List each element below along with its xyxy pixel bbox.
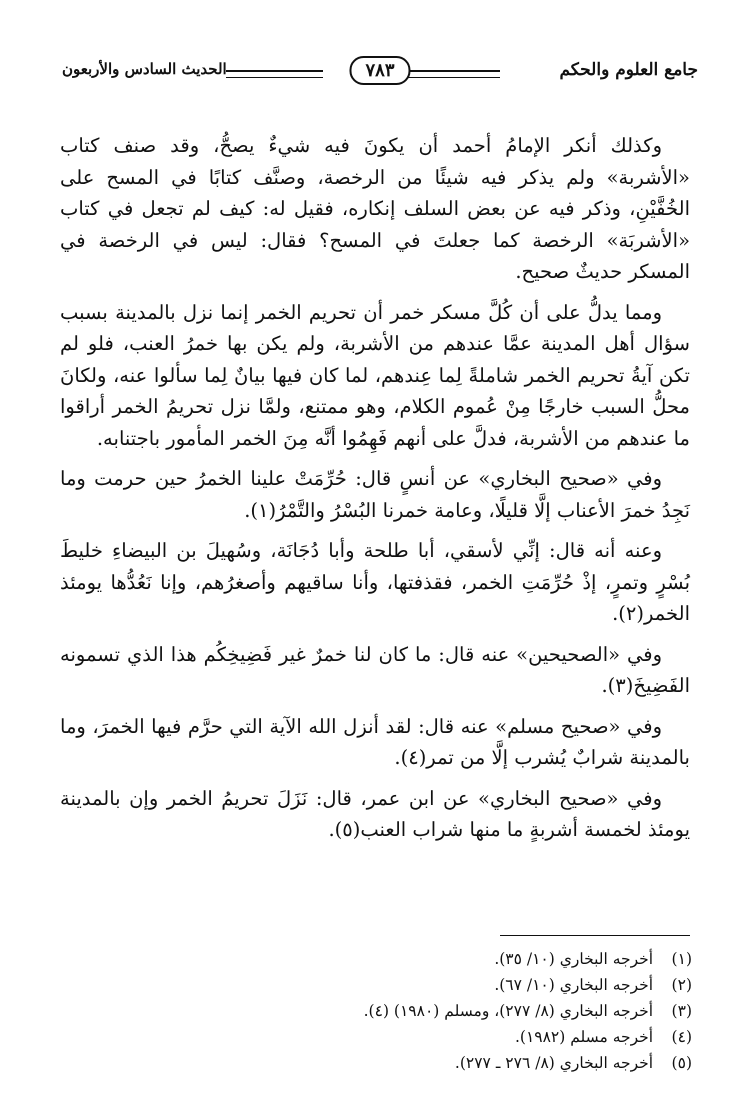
footnote-text: أخرجه البخاري (١٠/ ٦٧). <box>494 976 654 994</box>
footnotes <box>72 946 692 1076</box>
paragraph: وكذلك أنكر الإمامُ أحمد أن يكونَ فيه شيءٌ يصحُّ، وقد صنف كتاب «الأشربة» ولم يذكر فيه شيئًا من الرخصة، وصنَّف كتابًا في المسح على الخُفَّيْنِ، وذكر فيه عن بعض السلف إنكاره، فقيل له: كيف لم تجعل في كتاب «الأشربَة» الرخصة كما جعلتَ في المسح؟ فقال: ليس في الرخصة في المسكر حديثٌ صحيح. <box>60 134 690 283</box>
footnote <box>72 972 692 998</box>
footnote-number: (٥) <box>671 1054 692 1072</box>
footnote-number: (٢) <box>671 976 692 994</box>
footnote-text: أخرجه البخاري (٨/ ٢٧٧)، ومسلم (١٩٨٠) (٤). <box>363 1002 654 1020</box>
book-title: جامع العلوم والحكم <box>559 60 698 80</box>
footnote <box>72 998 692 1024</box>
chapter-title: الحديث السادس والأربعون <box>62 60 227 78</box>
paragraph: ومما يدلُّ على أن كُلَّ مسكر خمر أن تحريم الخمر إنما نزل بالمدينة بسبب سؤال أهل المدينة عمَّا عندهم من الأشربة، ولم يكن بها خمرُ العنب، فلو لم تكن آيةُ تحريم الخمر شاملةً لِما عِندهم، لما كان فيها بيانٌ لِما سألوا عنه، ولكانَ محلُّ السبب خارجًا مِنْ عُموم الكلام، وهو ممتنع، ولمَّا نزل تحريمُ الخمر أراقوا ما عندهم من الأشربة، فدلَّ على أنهم فَهِمُوا أنَّه مِنَ الخمر المأمور باجتنابه. <box>60 300 690 450</box>
footnote <box>72 1024 692 1050</box>
paragraph: وعنه أنه قال: إنِّي لأسقي، أبا طلحة وأبا دُجَانَة، وسُهيلَ بن البيضاءِ خليطَ بُسْرٍ وتمرٍ، إذْ حُرِّمَتِ الخمر، فقذفتها، وأنا ساقيهم وأصغرُهم، وإنا نَعُدُّها يومئذ الخمر(٢). <box>60 539 690 625</box>
paragraph: وفي «صحيح البخاري» عن ابن عمر، قال: نَزَلَ تحريمُ الخمر وإن بالمدينة يومئذ لخمسة أشربةٍ ما منها شراب العنب(٥). <box>60 786 690 841</box>
paragraph: وفي «صحيح مسلم» عنه قال: لقد أنزل الله الآية التي حرَّم فيها الخمرَ، وما بالمدينة شرابٌ يُشرب إلَّا من تمر(٤). <box>60 714 690 769</box>
footnote <box>72 946 692 972</box>
footnote-text: أخرجه البخاري (١٠/ ٣٥). <box>494 950 654 968</box>
footnote-number: (٣) <box>671 1002 692 1020</box>
footnote <box>72 1050 692 1076</box>
page-number: ٧٨٣ <box>349 56 410 85</box>
header-rule-left <box>226 70 323 78</box>
footnote-text: أخرجه البخاري (٨/ ٢٧٦ ـ ٢٧٧). <box>454 1054 654 1072</box>
footnote-text: أخرجه مسلم (١٩٨٢). <box>514 1028 654 1046</box>
footnote-number: (١) <box>671 950 692 968</box>
page-header <box>62 50 698 98</box>
footnote-number: (٤) <box>671 1028 692 1046</box>
paragraph: وفي «صحيح البخاري» عن أنسٍ قال: حُرِّمَتْ علينا الخمرُ حين حرمت وما نَجِدُ خمرَ الأعناب إلَّا قليلًا، وعامة خمرنا البُسْرُ والتَّمْرُ(١). <box>60 467 690 522</box>
paragraph: وفي «الصحيحين» عنه قال: ما كان لنا خمرٌ غير فَضِيخِكُم هذا الذي تسمونه الفَضِيخَ(٣). <box>60 642 690 697</box>
main-text <box>60 130 690 855</box>
footnote-separator <box>500 935 690 936</box>
